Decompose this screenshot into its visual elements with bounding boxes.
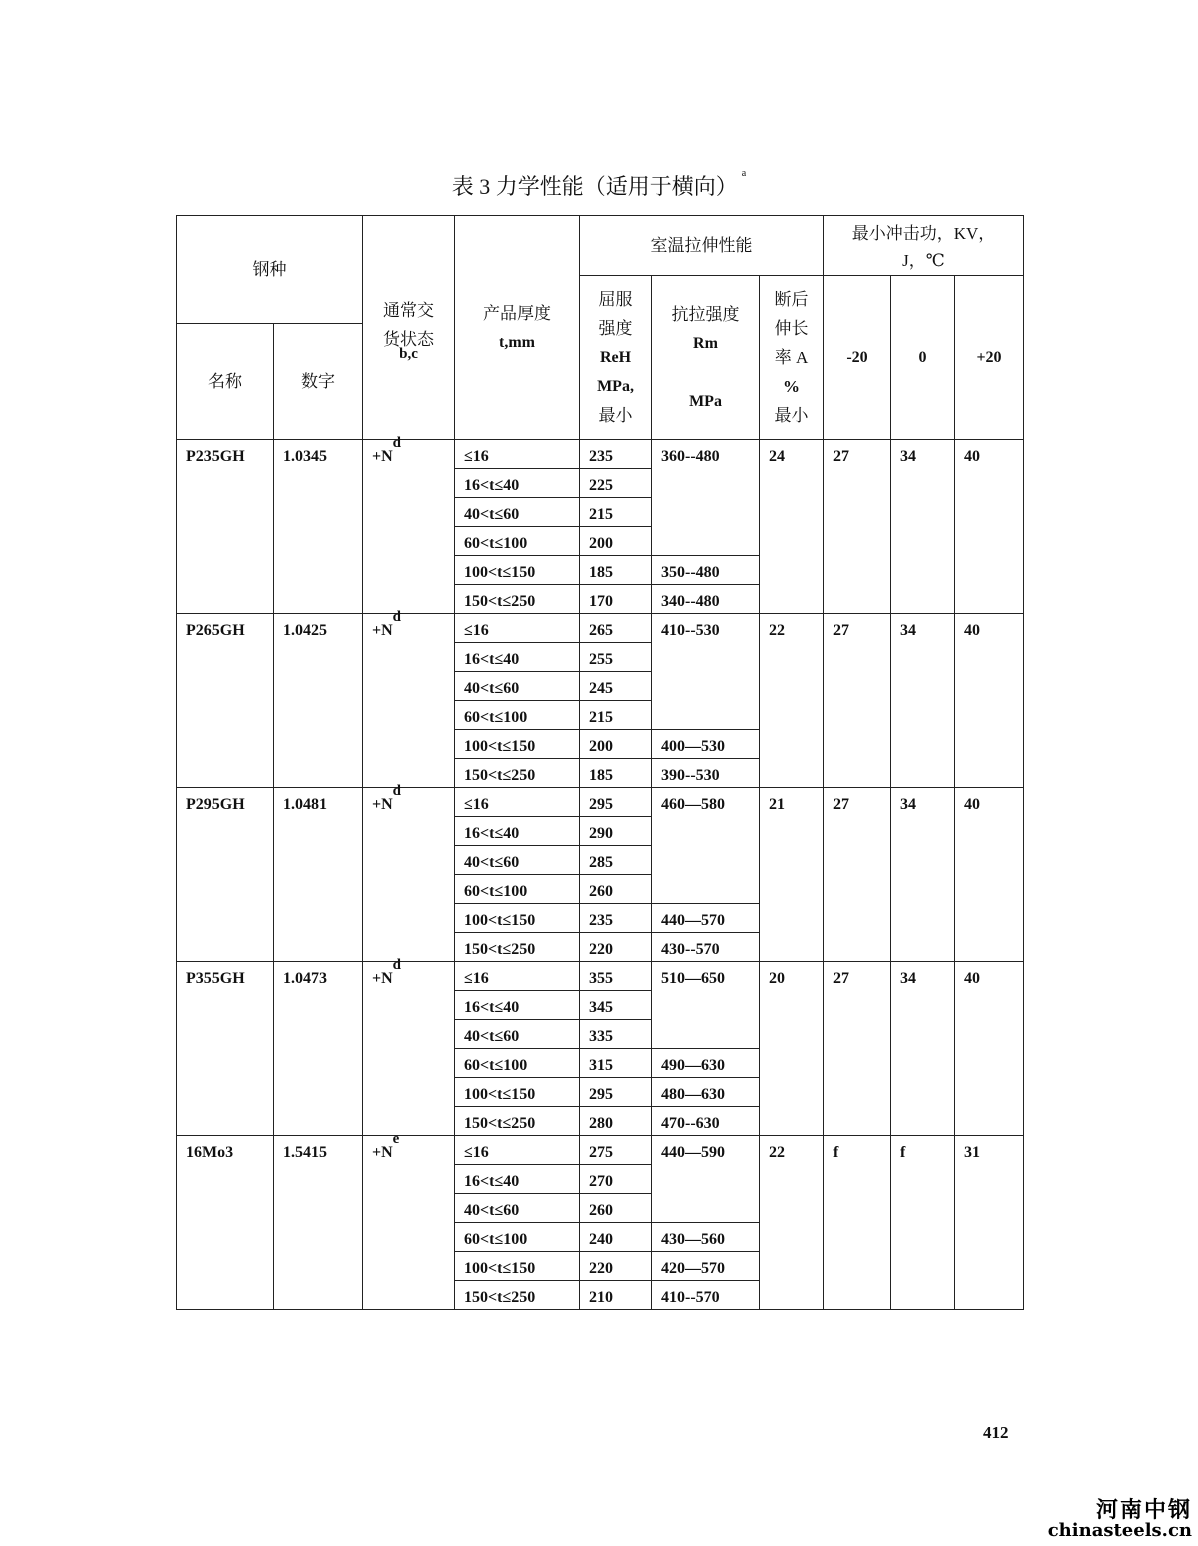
header-delivery-sup: b,c xyxy=(399,345,418,362)
header-tensile-group: 室温拉伸性能 xyxy=(580,216,824,276)
yield-strength: 355 xyxy=(580,962,652,991)
yield-strength: 225 xyxy=(580,469,652,498)
header-temp-0: 0 xyxy=(891,276,955,440)
delivery-value xyxy=(372,1131,400,1161)
thickness-range: 100<t≤150 xyxy=(455,904,580,933)
thickness-range: ≤16 xyxy=(455,440,580,469)
table-body xyxy=(177,435,1024,1310)
delivery-condition xyxy=(363,1131,455,1310)
thickness-range: 100<t≤150 xyxy=(455,556,580,585)
yield-strength: 220 xyxy=(580,1252,652,1281)
header-elongation xyxy=(760,276,824,440)
impact-energy: f xyxy=(824,1136,891,1310)
tensile-strength: 460—580 xyxy=(652,788,760,904)
header-thickness-unit: t,mm xyxy=(499,333,535,351)
tensile-strength: 430--570 xyxy=(652,933,760,962)
yield-strength: 235 xyxy=(580,904,652,933)
yield-strength: 335 xyxy=(580,1020,652,1049)
yield-strength: 235 xyxy=(580,440,652,469)
delivery-value xyxy=(372,609,402,639)
yield-strength: 200 xyxy=(580,730,652,759)
yield-strength: 185 xyxy=(580,556,652,585)
table-row xyxy=(177,1136,1024,1165)
yield-strength: 295 xyxy=(580,1078,652,1107)
impact-energy: f xyxy=(891,1136,955,1310)
steel-name: P295GH xyxy=(177,788,274,962)
title-text: 表 3 力学性能（适用于横向） xyxy=(451,174,738,199)
impact-energy: 27 xyxy=(824,962,891,1136)
header-rm-symbol: Rm xyxy=(693,334,718,352)
yield-strength: 220 xyxy=(580,933,652,962)
yield-strength: 275 xyxy=(580,1136,652,1165)
yield-strength: 270 xyxy=(580,1165,652,1194)
steel-name: P235GH xyxy=(177,440,274,614)
yield-strength: 290 xyxy=(580,817,652,846)
table-row xyxy=(177,440,1024,469)
yield-strength: 260 xyxy=(580,1194,652,1223)
yield-strength: 240 xyxy=(580,1223,652,1252)
delivery-code: +N xyxy=(372,1144,393,1161)
steel-number: 1.0481 xyxy=(274,788,363,962)
thickness-range: 150<t≤250 xyxy=(455,1107,580,1136)
yield-strength: 280 xyxy=(580,1107,652,1136)
header-yield-line5: 最小 xyxy=(598,406,633,425)
yield-strength: 210 xyxy=(580,1281,652,1310)
yield-strength: 185 xyxy=(580,759,652,788)
header-temp-minus20: -20 xyxy=(824,276,891,440)
steel-number: 1.5415 xyxy=(274,1136,363,1310)
elongation: 21 xyxy=(760,788,824,962)
delivery-footnote-marker: e xyxy=(392,1131,400,1147)
tensile-strength: 510—650 xyxy=(652,962,760,1049)
impact-energy: 34 xyxy=(891,788,955,962)
thickness-range: 40<t≤60 xyxy=(455,1020,580,1049)
impact-energy: 34 xyxy=(891,614,955,788)
header-yield-line2: 强度 xyxy=(598,319,633,338)
thickness-range: 150<t≤250 xyxy=(455,1281,580,1310)
tensile-strength: 350--480 xyxy=(652,556,760,585)
yield-strength: 285 xyxy=(580,846,652,875)
thickness-range: 100<t≤150 xyxy=(455,1078,580,1107)
impact-energy: 27 xyxy=(824,614,891,788)
tensile-strength: 410--530 xyxy=(652,614,760,730)
steel-name: 16Mo3 xyxy=(177,1136,274,1310)
elongation: 22 xyxy=(760,614,824,788)
tensile-strength: 360--480 xyxy=(652,440,760,556)
yield-strength: 265 xyxy=(580,614,652,643)
header-rm-unit: MPa xyxy=(689,392,722,410)
yield-strength: 170 xyxy=(580,585,652,614)
thickness-range: 60<t≤100 xyxy=(455,527,580,556)
header-delivery-label: 通常交货状态 xyxy=(383,300,434,349)
tensile-strength: 440—590 xyxy=(652,1136,760,1223)
yield-strength: 315 xyxy=(580,1049,652,1078)
tensile-strength: 400—530 xyxy=(652,730,760,759)
page-number: 412 xyxy=(983,1423,1009,1442)
delivery-value xyxy=(372,783,402,813)
thickness-range: 60<t≤100 xyxy=(455,1049,580,1078)
header-impact-line1: 最小冲击功，KV， xyxy=(851,223,996,243)
tensile-strength: 440—570 xyxy=(652,904,760,933)
steel-number: 1.0473 xyxy=(274,962,363,1136)
delivery-footnote-marker: d xyxy=(392,783,402,799)
delivery-condition xyxy=(363,957,455,1136)
thickness-range: 150<t≤250 xyxy=(455,585,580,614)
header-yield-line4: MPa, xyxy=(597,378,634,395)
impact-energy: 34 xyxy=(891,962,955,1136)
header-thickness xyxy=(455,216,580,440)
delivery-footnote-marker: d xyxy=(392,957,402,973)
delivery-code: +N xyxy=(372,970,393,987)
thickness-range: 100<t≤150 xyxy=(455,1252,580,1281)
delivery-condition xyxy=(363,435,455,614)
yield-strength: 295 xyxy=(580,788,652,817)
thickness-range: 40<t≤60 xyxy=(455,1194,580,1223)
thickness-range: 16<t≤40 xyxy=(455,643,580,672)
thickness-range: 16<t≤40 xyxy=(455,991,580,1020)
yield-strength: 345 xyxy=(580,991,652,1020)
impact-energy: 40 xyxy=(955,440,1024,614)
header-yield-line3: ReH xyxy=(599,349,632,366)
yield-strength: 245 xyxy=(580,672,652,701)
watermark-domain: chinasteels.cn xyxy=(1047,1520,1192,1541)
header-rm-label: 抗拉强度 xyxy=(671,304,740,324)
yield-strength: 260 xyxy=(580,875,652,904)
title-footnote-marker: a xyxy=(741,168,747,179)
delivery-value xyxy=(372,435,402,465)
thickness-range: ≤16 xyxy=(455,788,580,817)
header-elongation-line4: % xyxy=(783,377,800,396)
impact-energy: 31 xyxy=(955,1136,1024,1310)
yield-strength: 255 xyxy=(580,643,652,672)
delivery-code: +N xyxy=(372,622,393,639)
watermark-chinese: 河南中钢 xyxy=(1095,1498,1192,1523)
impact-energy: 27 xyxy=(824,440,891,614)
delivery-code: +N xyxy=(372,796,393,813)
tensile-strength: 410--570 xyxy=(652,1281,760,1310)
header-number: 数字 xyxy=(274,324,363,440)
header-steel: 钢种 xyxy=(177,216,363,324)
thickness-range: ≤16 xyxy=(455,614,580,643)
thickness-range: 16<t≤40 xyxy=(455,1165,580,1194)
yield-strength: 215 xyxy=(580,498,652,527)
table-row xyxy=(177,614,1024,643)
header-impact xyxy=(824,216,1024,276)
thickness-range: 60<t≤100 xyxy=(455,701,580,730)
thickness-range: 60<t≤100 xyxy=(455,875,580,904)
tensile-strength: 430—560 xyxy=(652,1223,760,1252)
header-yield xyxy=(580,276,652,440)
header-thickness-label: 产品厚度 xyxy=(483,303,551,323)
thickness-range: 100<t≤150 xyxy=(455,730,580,759)
tensile-strength: 490—630 xyxy=(652,1049,760,1078)
header-elongation-line5: 最小 xyxy=(774,406,809,425)
impact-energy: 27 xyxy=(824,788,891,962)
header-yield-line1: 屈服 xyxy=(598,290,633,309)
steel-name: P355GH xyxy=(177,962,274,1136)
tensile-strength: 340--480 xyxy=(652,585,760,614)
tensile-strength: 420—570 xyxy=(652,1252,760,1281)
page-title xyxy=(0,170,1198,201)
tensile-strength: 480—630 xyxy=(652,1078,760,1107)
impact-energy: 40 xyxy=(955,788,1024,962)
header-name: 名称 xyxy=(177,324,274,440)
elongation: 22 xyxy=(760,1136,824,1310)
mechanical-properties-table xyxy=(176,215,1024,1310)
header-elongation-line3: 率 A xyxy=(774,348,809,367)
impact-energy: 40 xyxy=(955,962,1024,1136)
thickness-range: 150<t≤250 xyxy=(455,759,580,788)
thickness-range: ≤16 xyxy=(455,962,580,991)
thickness-range: 40<t≤60 xyxy=(455,672,580,701)
elongation: 20 xyxy=(760,962,824,1136)
delivery-condition xyxy=(363,609,455,788)
impact-energy: 34 xyxy=(891,440,955,614)
elongation: 24 xyxy=(760,440,824,614)
header-elongation-line2: 伸长 xyxy=(774,319,809,338)
delivery-footnote-marker: d xyxy=(392,435,402,451)
delivery-value xyxy=(372,957,402,987)
tensile-strength: 390--530 xyxy=(652,759,760,788)
yield-strength: 200 xyxy=(580,527,652,556)
header-temp-plus20: +20 xyxy=(955,276,1024,440)
yield-strength: 215 xyxy=(580,701,652,730)
table-row xyxy=(177,788,1024,817)
thickness-range: 16<t≤40 xyxy=(455,469,580,498)
steel-name: P265GH xyxy=(177,614,274,788)
thickness-range: 16<t≤40 xyxy=(455,817,580,846)
thickness-range: 40<t≤60 xyxy=(455,498,580,527)
header-elongation-line1: 断后 xyxy=(774,290,809,309)
header-rm xyxy=(652,276,760,440)
watermark-logo xyxy=(1048,1500,1192,1540)
impact-energy: 40 xyxy=(955,614,1024,788)
header-impact-line2: J，℃ xyxy=(902,250,945,270)
delivery-code: +N xyxy=(372,448,393,465)
table-row xyxy=(177,962,1024,991)
thickness-range: ≤16 xyxy=(455,1136,580,1165)
steel-number: 1.0425 xyxy=(274,614,363,788)
delivery-footnote-marker: d xyxy=(392,609,402,625)
steel-number: 1.0345 xyxy=(274,440,363,614)
thickness-range: 40<t≤60 xyxy=(455,846,580,875)
thickness-range: 60<t≤100 xyxy=(455,1223,580,1252)
header-delivery xyxy=(363,216,455,440)
delivery-condition xyxy=(363,783,455,962)
tensile-strength: 470--630 xyxy=(652,1107,760,1136)
thickness-range: 150<t≤250 xyxy=(455,933,580,962)
